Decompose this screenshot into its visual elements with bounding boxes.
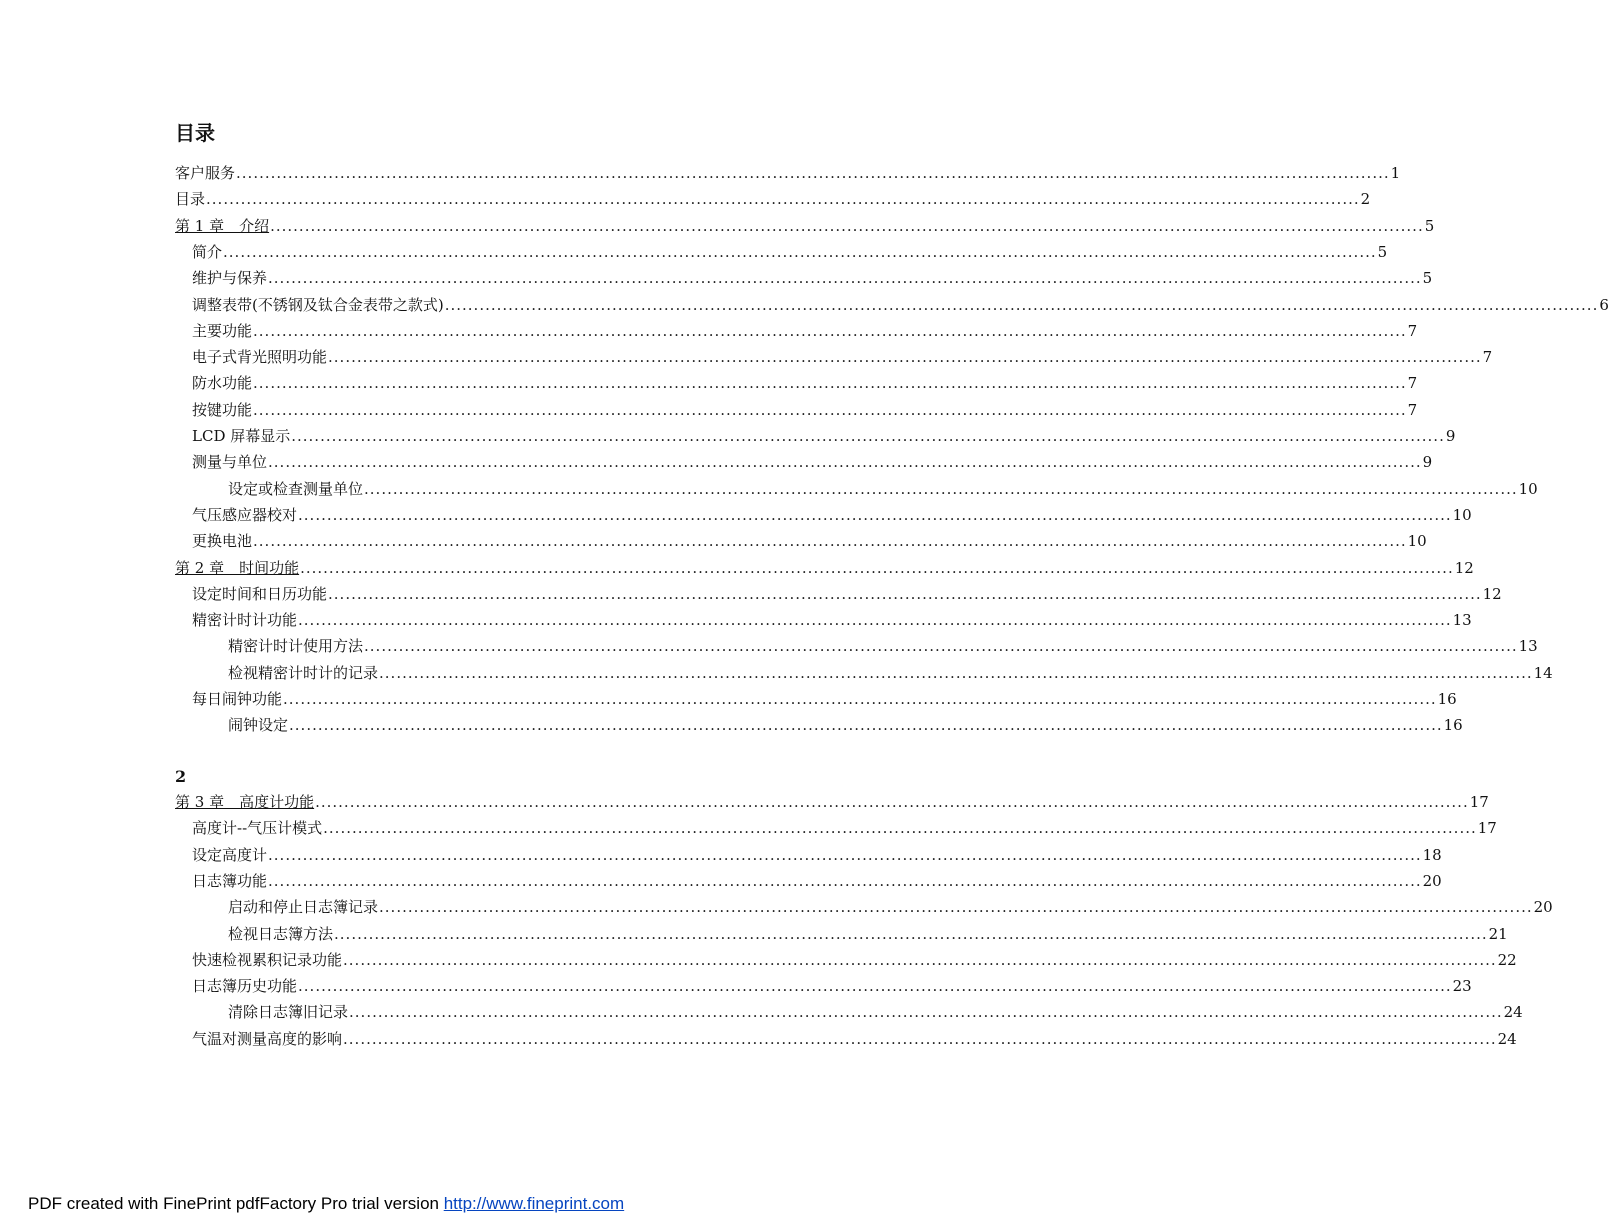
toc-dot-leader: ........................................................................................................................................................................................................: [343, 950, 1497, 969]
toc-dot-leader: ........................................................................................................................................................................................................: [364, 479, 1518, 498]
toc-entry-title: 检视日志簿方法: [228, 924, 334, 943]
toc-entry-page: 1: [1390, 164, 1401, 182]
toc-dot-leader: ........................................................................................................................................................................................................: [379, 898, 1533, 917]
toc-dot-leader: ........................................................................................................................................................................................................: [253, 400, 1407, 419]
toc-dot-leader: ........................................................................................................................................................................................................: [270, 216, 1424, 235]
toc-dot-leader: ........................................................................................................................................................................................................: [268, 269, 1422, 288]
toc-entry-title: 快速检视累积记录功能: [192, 950, 343, 969]
toc-entry-title: 闹钟设定: [228, 716, 289, 735]
toc-entry[interactable]: [192, 950, 1517, 970]
toc-entry[interactable]: [192, 321, 1418, 341]
toc-entry-title: 防水功能: [192, 374, 253, 393]
toc-dot-leader: ........................................................................................................................................................................................................: [236, 164, 1390, 182]
toc-dot-leader: ........................................................................................................................................................................................................: [300, 558, 1454, 577]
toc-dot-leader: ........................................................................................................................................................................................................: [206, 190, 1360, 209]
toc-entry-page: 21: [1488, 924, 1508, 943]
pdf-footer: [28, 1193, 624, 1215]
footer-text: PDF created with FinePrint pdfFactory Pro trial version: [28, 1194, 444, 1213]
toc-dot-leader: ........................................................................................................................................................................................................: [364, 637, 1518, 656]
toc-entry-title: 日志簿功能: [192, 871, 268, 890]
toc-entry[interactable]: [228, 924, 1508, 944]
toc-dot-leader: ........................................................................................................................................................................................................: [298, 505, 1452, 524]
toc-dot-leader: ........................................................................................................................................................................................................: [444, 295, 1599, 314]
toc-entry-title: 电子式背光照明功能: [192, 348, 328, 367]
toc-entry[interactable]: [192, 610, 1472, 630]
toc-dot-leader: ........................................................................................................................................................................................................: [334, 924, 1488, 943]
toc-entry-title: 第 2 章 时间功能: [175, 558, 300, 577]
toc-entry[interactable]: [228, 636, 1538, 656]
toc-entry-page: 7: [1407, 400, 1418, 419]
toc-dot-leader: ........................................................................................................................................................................................................: [328, 348, 1482, 367]
toc-title: 目录: [175, 121, 215, 145]
toc-entry-page: 22: [1497, 950, 1517, 969]
toc-entry-page: 5: [1424, 216, 1435, 235]
toc-entry-page: 7: [1407, 321, 1418, 340]
toc-entry-title: 主要功能: [192, 321, 253, 340]
toc-entry[interactable]: [192, 505, 1472, 525]
toc-entry-page: 5: [1377, 242, 1388, 261]
toc-entry[interactable]: [192, 584, 1502, 604]
toc-entry-page: 12: [1482, 584, 1502, 603]
toc-entry-page: 7: [1407, 374, 1418, 393]
toc-dot-leader: ........................................................................................................................................................................................................: [323, 819, 1477, 838]
toc-dot-leader: ........................................................................................................................................................................................................: [343, 1029, 1497, 1048]
toc-entry-title: 目录: [175, 190, 206, 209]
toc-entry-page: 5: [1422, 269, 1433, 288]
toc-entry[interactable]: [228, 479, 1538, 499]
toc-entry-page: 9: [1445, 427, 1456, 445]
toc-entry-page: 13: [1452, 611, 1472, 630]
footer-link[interactable]: http://www.fineprint.com: [443, 1194, 625, 1213]
toc-entry-title: 气温对测量高度的影响: [192, 1029, 343, 1048]
toc-entry-title: 启动和停止日志簿记录: [228, 898, 379, 917]
toc-entry-title: 第 1 章 介绍: [175, 216, 270, 235]
toc-entry[interactable]: [228, 663, 1553, 683]
toc-entry[interactable]: [175, 163, 1401, 183]
toc-entry-title: 精密计时计功能: [192, 611, 298, 630]
toc-dot-leader: ........................................................................................................................................................................................................: [223, 242, 1377, 261]
toc-entry-page: 10: [1452, 505, 1472, 524]
toc-entry[interactable]: [192, 426, 1456, 446]
toc-dot-leader: ........................................................................................................................................................................................................: [289, 716, 1443, 735]
toc-entry[interactable]: [192, 347, 1493, 367]
toc-dot-leader: ........................................................................................................................................................................................................: [283, 690, 1437, 708]
toc-entry-page: 20: [1422, 871, 1442, 890]
toc-dot-leader: ........................................................................................................................................................................................................: [291, 427, 1445, 445]
toc-entry[interactable]: [192, 452, 1433, 472]
toc-entry-title: 气压感应器校对: [192, 505, 298, 524]
toc-entry[interactable]: [228, 1002, 1523, 1022]
toc-entry-page: 10: [1407, 532, 1427, 551]
toc-entry[interactable]: [192, 242, 1388, 262]
toc-dot-leader: ........................................................................................................................................................................................................: [268, 845, 1422, 864]
toc-entry-title: 日志簿历史功能: [192, 977, 298, 996]
toc-entry[interactable]: [192, 818, 1497, 838]
toc-entry-title: 调整表带(不锈钢及钛合金表带之款式): [192, 295, 444, 314]
toc-chapter-entry[interactable]: [175, 792, 1489, 812]
toc-entry[interactable]: [192, 295, 1609, 315]
toc-entry-page: 7: [1482, 348, 1493, 367]
toc-entry-title: 测量与单位: [192, 453, 268, 472]
toc-dot-leader: ........................................................................................................................................................................................................: [328, 584, 1482, 603]
toc-entry-title: 客户服务: [175, 164, 236, 182]
toc-entry-page: 23: [1452, 977, 1472, 996]
toc-dot-leader: ........................................................................................................................................................................................................: [315, 793, 1469, 811]
toc-entry-page: 16: [1443, 716, 1463, 735]
toc-entry-page: 12: [1454, 558, 1474, 577]
toc-entry-title: LCD 屏幕显示: [192, 427, 291, 445]
toc-entry-title: 清除日志簿旧记录: [228, 1003, 349, 1022]
toc-entry[interactable]: [192, 845, 1442, 865]
toc-entry-page: 20: [1533, 898, 1553, 917]
toc-entry-title: 每日闹钟功能: [192, 690, 283, 708]
toc-entry-page: 17: [1477, 819, 1497, 838]
toc-entry[interactable]: [192, 689, 1457, 709]
toc-entry[interactable]: [192, 268, 1433, 288]
toc-entry[interactable]: [192, 1029, 1517, 1049]
toc-dot-leader: ........................................................................................................................................................................................................: [253, 532, 1407, 551]
toc-entry-title: 第 3 章 高度计功能: [175, 793, 315, 811]
toc-entry[interactable]: [228, 897, 1553, 917]
toc-entry-page: 14: [1533, 663, 1553, 682]
toc-dot-leader: ........................................................................................................................................................................................................: [298, 611, 1452, 630]
toc-entry-page: 6: [1599, 295, 1609, 314]
toc-entry-page: 16: [1437, 690, 1457, 708]
toc-entry[interactable]: [175, 189, 1371, 209]
toc-dot-leader: ........................................................................................................................................................................................................: [349, 1003, 1503, 1022]
toc-dot-leader: ........................................................................................................................................................................................................: [253, 374, 1407, 393]
toc-dot-leader: ........................................................................................................................................................................................................: [253, 321, 1407, 340]
page-number: 2: [175, 767, 187, 786]
toc-entry-title: 设定或检查测量单位: [228, 479, 364, 498]
toc-entry[interactable]: [192, 531, 1427, 551]
toc-entry[interactable]: [192, 871, 1442, 891]
toc-entry-page: 17: [1469, 793, 1489, 811]
toc-entry[interactable]: [192, 976, 1472, 996]
toc-entry[interactable]: [228, 715, 1463, 735]
toc-dot-leader: ........................................................................................................................................................................................................: [298, 977, 1452, 996]
toc-entry-page: 18: [1422, 845, 1442, 864]
toc-entry-title: 高度计--气压计模式: [192, 819, 323, 838]
toc-entry[interactable]: [192, 373, 1418, 393]
toc-entry-title: 精密计时计使用方法: [228, 637, 364, 656]
toc-entry-title: 设定高度计: [192, 845, 268, 864]
toc-entry-page: 24: [1497, 1029, 1517, 1048]
toc-entry-page: 24: [1503, 1003, 1523, 1022]
toc-entry-title: 维护与保养: [192, 269, 268, 288]
toc-dot-leader: ........................................................................................................................................................................................................: [268, 871, 1422, 890]
toc-entry-page: 13: [1518, 637, 1538, 656]
toc-entry-title: 简介: [192, 242, 223, 261]
toc-chapter-entry[interactable]: [175, 216, 1435, 236]
toc-dot-leader: ........................................................................................................................................................................................................: [268, 453, 1422, 472]
toc-dot-leader: ........................................................................................................................................................................................................: [379, 663, 1533, 682]
toc-entry-page: 10: [1518, 479, 1538, 498]
toc-entry-title: 按键功能: [192, 400, 253, 419]
toc-entry-title: 检视精密计时计的记录: [228, 663, 379, 682]
toc-entry-title: 设定时间和日历功能: [192, 584, 328, 603]
toc-entry-page: 9: [1422, 453, 1433, 472]
toc-entry-title: 更换电池: [192, 532, 253, 551]
toc-chapter-entry[interactable]: [175, 558, 1474, 578]
toc-entry[interactable]: [192, 400, 1418, 420]
toc-entry-page: 2: [1360, 190, 1371, 209]
